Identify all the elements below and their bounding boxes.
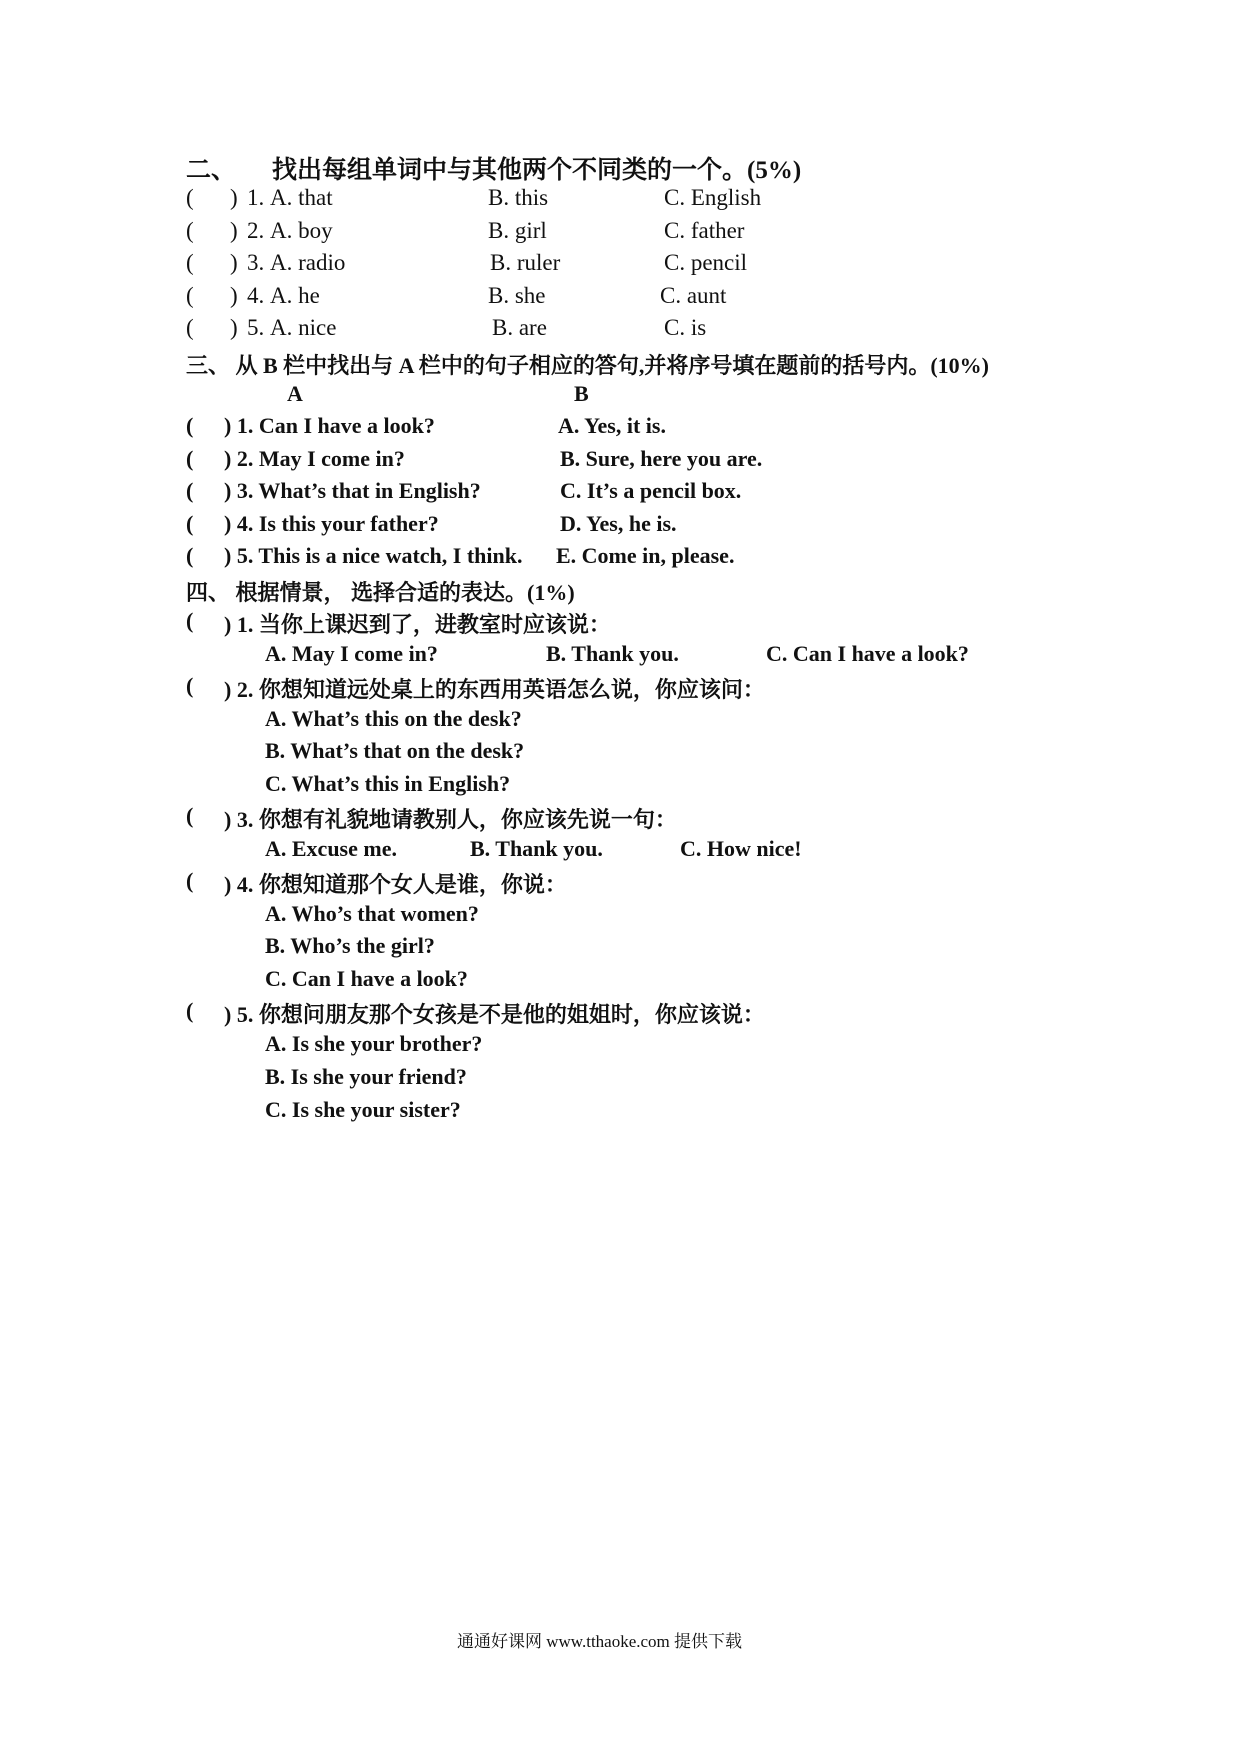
answer-paren-close: ) [230,283,238,308]
question-text: ) 3. 你想有礼貌地请教别人，你应该先说一句： [224,807,677,832]
option-b: B. Is she your friend? [265,1064,467,1089]
section2-heading: 找出每组单词中与其他两个不同类的一个。(5%) [272,157,802,184]
option-a: A. May I come in? [265,641,438,666]
option-a: A. Who’s that women? [265,901,479,926]
answer-paren-open: ( [186,608,194,633]
match-answer: A. Yes, it is. [558,413,666,438]
answer-paren-close: ) [230,185,238,210]
answer-paren-open: ( [186,413,194,438]
match-question: ) 5. This is a nice watch, I think. [224,543,523,568]
option-c: C. How nice! [680,836,802,861]
answer-paren-open: ( [186,998,194,1023]
match-answer: E. Come in, please. [556,543,735,568]
option-b: B. Who’s the girl? [265,933,435,958]
answer-paren-close: ) [230,315,238,340]
option-a: A. that [270,185,333,210]
match-answer: B. Sure, here you are. [560,446,763,471]
answer-paren-open: ( [186,218,194,243]
option-a: A. nice [270,315,337,340]
option-b: B. ruler [490,250,561,275]
item-number: 4. [247,283,265,308]
item-number: 3. [247,250,265,275]
option-c: C. Is she your sister? [265,1097,461,1122]
question-text: ) 1. 当你上课迟到了，进教室时应该说： [224,612,611,637]
option-a: A. radio [270,250,346,275]
answer-paren-open: ( [186,446,194,471]
answer-paren-open: ( [186,185,194,210]
section2-number: 二、 [186,157,237,184]
option-b: B. Thank you. [546,641,679,666]
option-a: A. Is she your brother? [265,1031,483,1056]
option-c: C. aunt [660,283,727,308]
option-c: C. English [664,185,762,210]
answer-paren-close: ) [230,218,238,243]
footer-credit: 通通好课网 www.tthaoke.com 提供下载 [457,1632,743,1651]
match-question: ) 2. May I come in? [224,446,405,471]
match-question: ) 3. What’s that in English? [224,478,481,503]
answer-paren-open: ( [186,478,194,503]
answer-paren-open: ( [186,673,194,698]
option-b: B. girl [488,218,547,243]
question-text: ) 4. 你想知道那个女人是谁，你说： [224,872,567,897]
match-question: ) 1. Can I have a look? [224,413,435,438]
option-a: A. boy [270,218,333,243]
option-c: C. is [664,315,707,340]
option-b: B. are [492,315,547,340]
question-text: ) 5. 你想问朋友那个女孩是不是他的姐姐时，你应该说： [224,1002,765,1027]
answer-paren-close: ) [230,250,238,275]
answer-paren-open: ( [186,250,194,275]
section3-heading: 三、 从 B 栏中找出与 A 栏中的句子相应的答句,并将序号填在题前的括号内。(10%) [186,353,990,378]
match-answer: C. It’s a pencil box. [560,478,742,503]
answer-paren-open: ( [186,315,194,340]
item-number: 1. [247,185,265,210]
item-number: 2. [247,218,265,243]
option-a: A. What’s this on the desk? [265,706,522,731]
option-b: B. What’s that on the desk? [265,738,525,763]
answer-paren-open: ( [186,283,194,308]
answer-paren-open: ( [186,511,194,536]
option-c: C. pencil [664,250,748,275]
column-a-label: A [287,381,303,406]
answer-paren-open: ( [186,803,194,828]
column-b-label: B [574,381,589,406]
answer-paren-open: ( [186,543,194,568]
option-b: B. Thank you. [470,836,603,861]
option-c: C. What’s this in English? [265,771,511,796]
option-c: C. father [664,218,745,243]
option-b: B. she [488,283,546,308]
option-a: A. he [270,283,320,308]
section4-heading: 四、 根据情景， 选择合适的表达。(1%) [186,580,575,605]
item-number: 5. [247,315,265,340]
option-c: C. Can I have a look? [265,966,468,991]
option-c: C. Can I have a look? [766,641,969,666]
option-a: A. Excuse me. [265,836,397,861]
match-answer: D. Yes, he is. [560,511,677,536]
answer-paren-open: ( [186,868,194,893]
question-text: ) 2. 你想知道远处桌上的东西用英语怎么说，你应该问： [224,677,765,702]
match-question: ) 4. Is this your father? [224,511,439,536]
option-b: B. this [488,185,549,210]
